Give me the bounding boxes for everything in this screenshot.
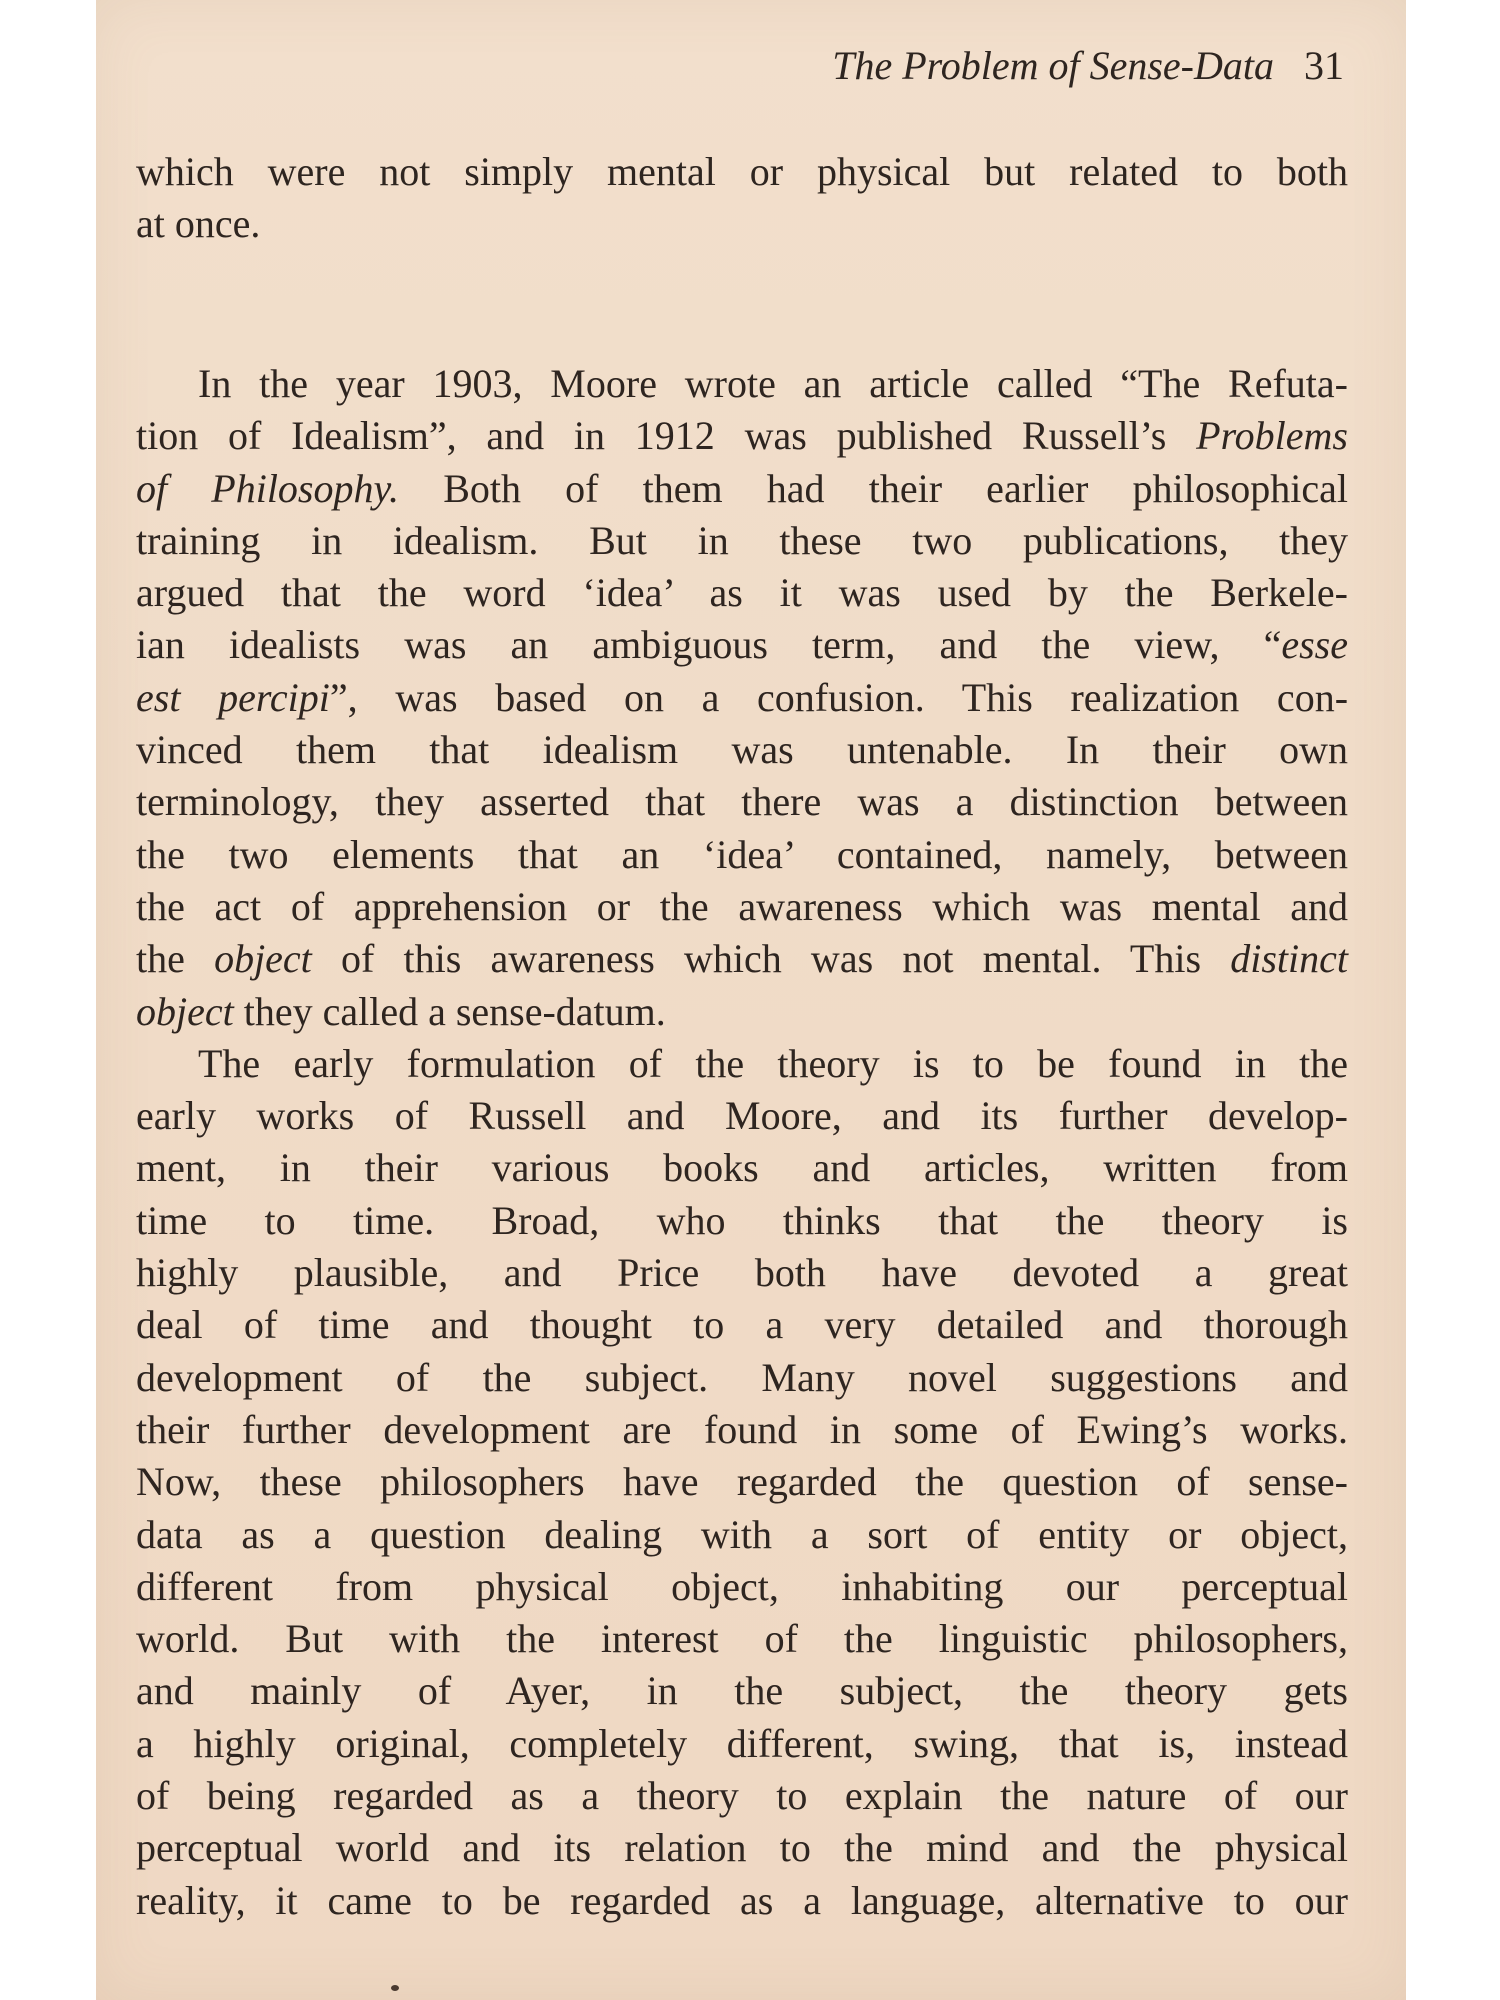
text-line: of being regarded as a theory to explain the nature of our: [136, 1773, 1348, 1819]
running-head-title: The Problem of Sense-Data: [832, 43, 1274, 88]
text-line: highly plausible, and Price both have devoted a great: [136, 1250, 1348, 1296]
running-head: [832, 42, 1344, 89]
page-number: 31: [1304, 43, 1344, 88]
text-line: at once.: [136, 201, 261, 247]
text-line: In the year 1903, Moore wrote an article called “The Refuta-: [198, 361, 1348, 406]
text-line: deal of time and thought to a very detailed and thorough: [136, 1302, 1348, 1348]
text-line: data as a question dealing with a sort of entity or object,: [136, 1511, 1348, 1557]
text-line: different from physical object, inhabiting our perceptual: [136, 1563, 1348, 1609]
text-line: reality, it came to be regarded as a language, alternative to our: [136, 1877, 1348, 1923]
text-line: the two elements that an ‘idea’ contained, namely, between: [136, 831, 1348, 877]
text-line: est percipi”, was based on a confusion. This realization con-: [136, 674, 1349, 720]
text-line: vinced them that idealism was untenable. In their own: [136, 727, 1348, 773]
text-line: which were not simply mental or physical but related to both: [136, 149, 1348, 194]
book-page: [96, 0, 1406, 2000]
text-line: the object of this awareness which was not mental. This distinct: [136, 936, 1349, 982]
text-line: terminology, they asserted that there was a distinction between: [136, 779, 1348, 825]
text-line: argued that the word ‘idea’ as it was used by the Berkele-: [136, 570, 1348, 616]
text-line: The early formulation of the theory is to be found in the: [198, 1040, 1348, 1086]
text-line: of Philosophy. Both of them had their earlier philosophical: [136, 465, 1349, 511]
text-line: world. But with the interest of the linguistic philosophers,: [136, 1616, 1348, 1662]
main-paragraph: [136, 358, 1348, 1927]
text-line: early works of Russell and Moore, and its further develop-: [136, 1093, 1348, 1139]
text-line: and mainly of Ayer, in the subject, the theory gets: [136, 1668, 1348, 1714]
text-line: ment, in their various books and articles, written from: [136, 1145, 1348, 1191]
text-line: ian idealists was an ambiguous term, and the view, “esse: [136, 622, 1348, 668]
text-line: time to time. Broad, who thinks that the theory is: [136, 1197, 1348, 1243]
text-line: perceptual world and its relation to the mind and the physical: [136, 1825, 1348, 1871]
text-line: tion of Idealism”, and in 1912 was published Russell’s Problems: [136, 413, 1348, 459]
text-line: their further development are found in some of Ewing’s works.: [136, 1406, 1348, 1452]
text-line: object they called a sense-datum.: [136, 988, 666, 1034]
text-line: a highly original, completely different, swing, that is, instead: [136, 1720, 1348, 1766]
text-line: development of the subject. Many novel suggestions and: [136, 1354, 1348, 1400]
ink-speck: [391, 1985, 399, 1991]
text-line: training in idealism. But in these two publications, they: [136, 517, 1348, 563]
text-line: the act of apprehension or the awareness which was mental and: [136, 883, 1348, 929]
text-line: Now, these philosophers have regarded the question of sense-: [136, 1459, 1348, 1505]
continuation-text: [136, 146, 1348, 251]
